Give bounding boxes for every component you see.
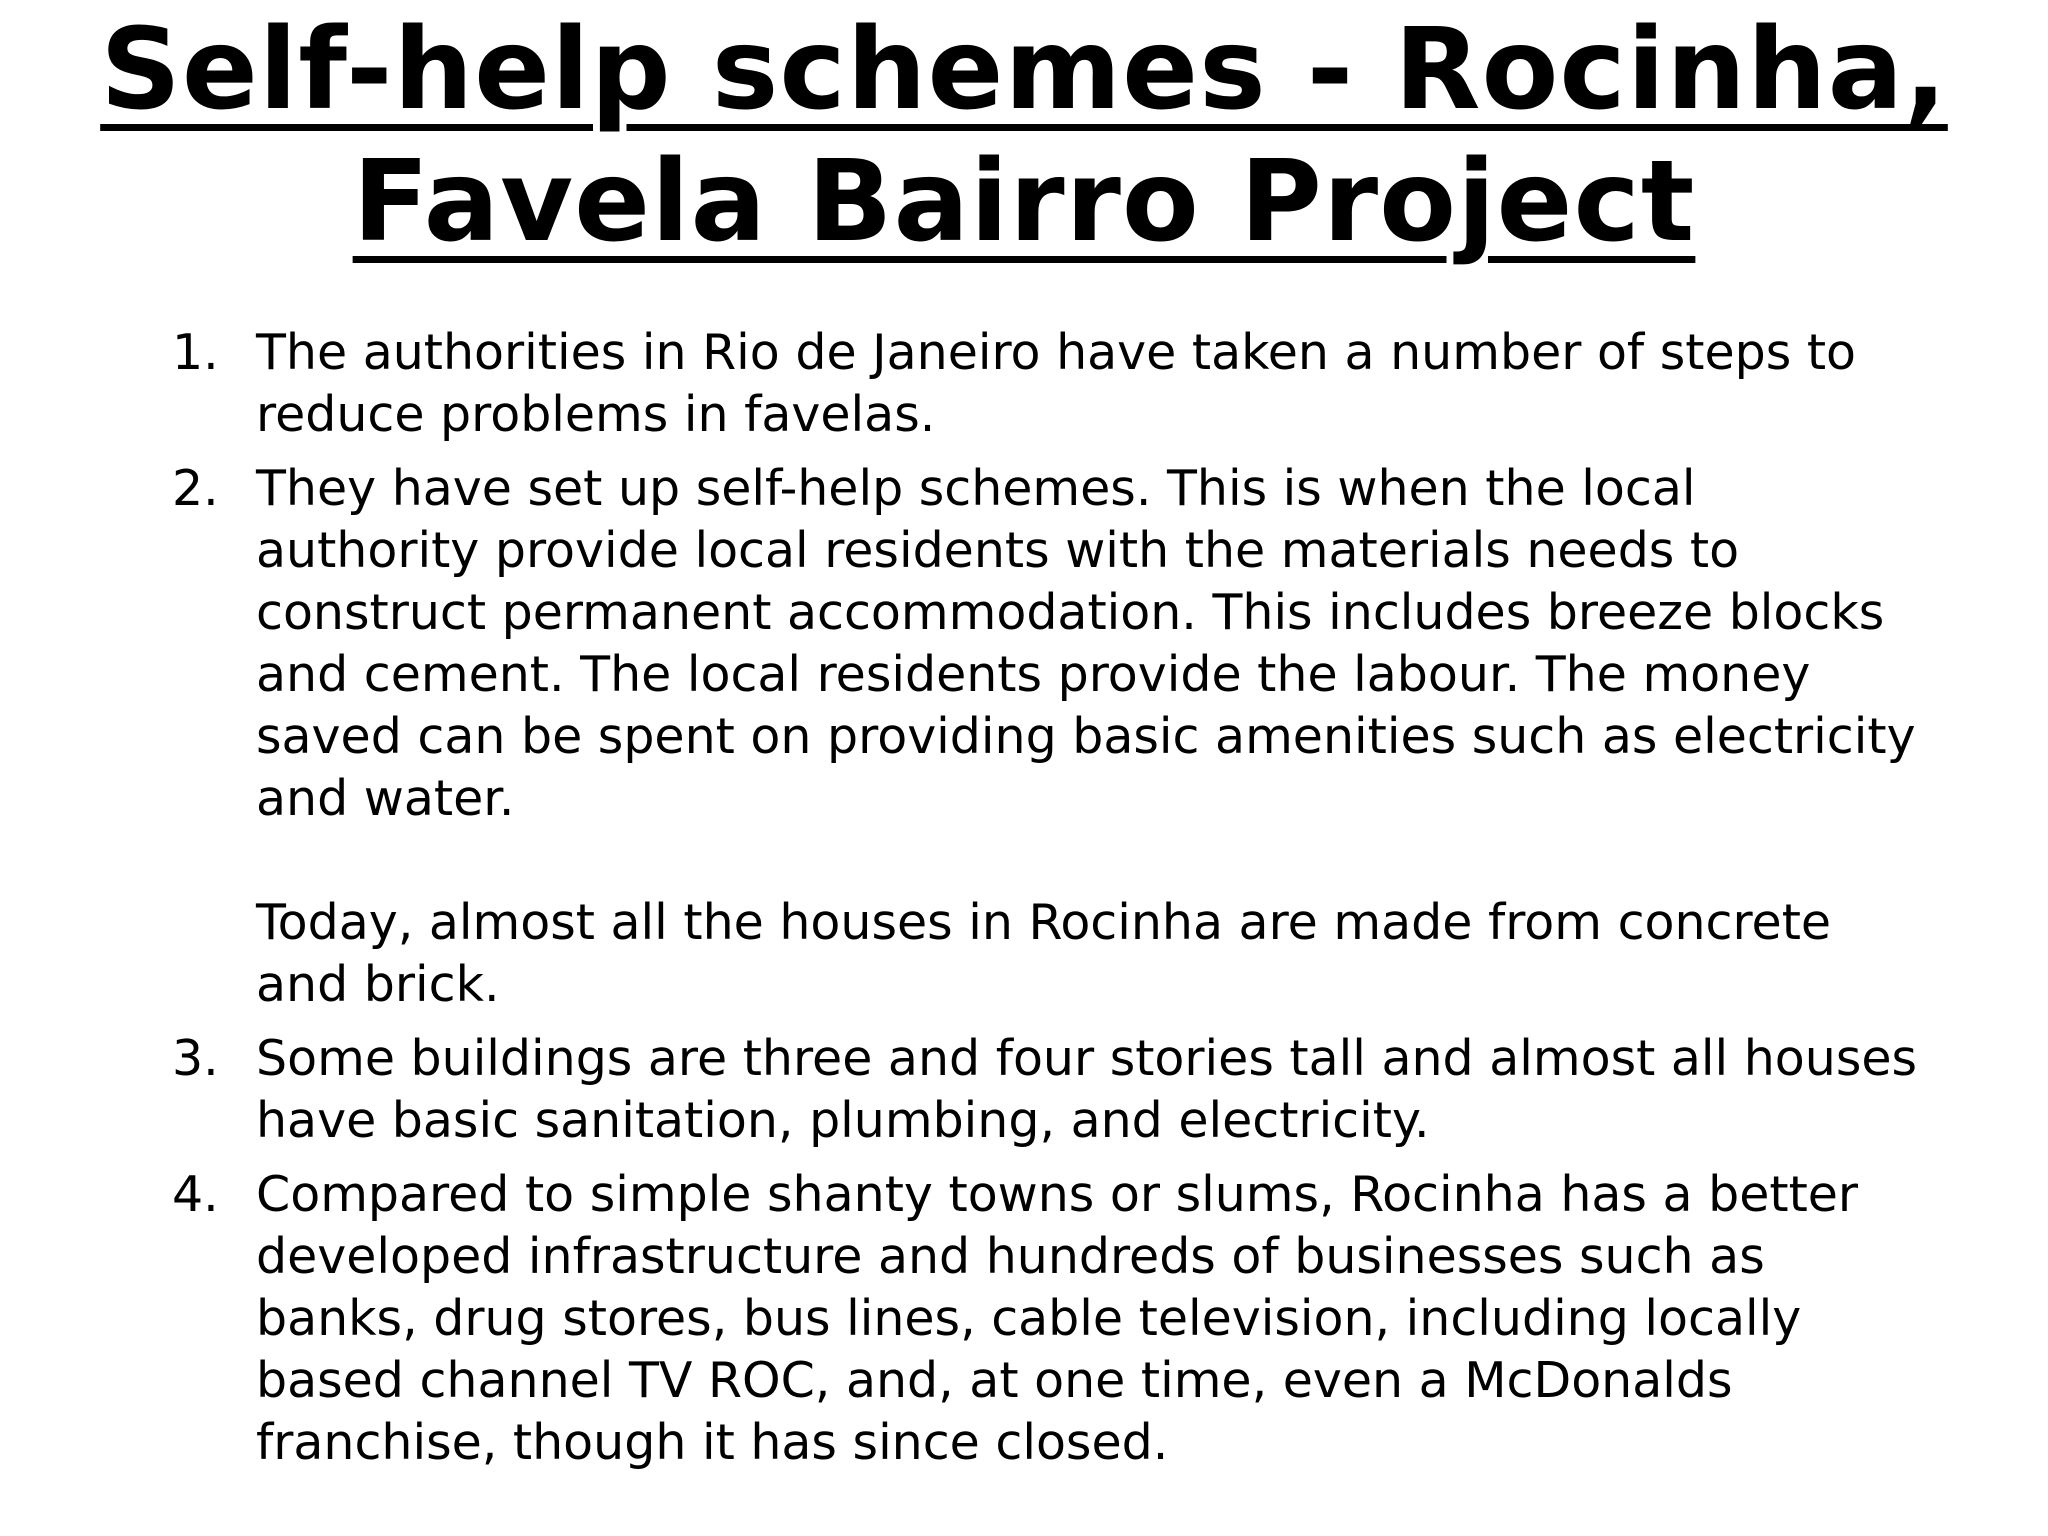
list-item-2: [172, 458, 1932, 1016]
list-item-number: 1.: [172, 324, 219, 381]
slide-title: [0, 4, 2048, 268]
list-item-1: [172, 322, 1932, 446]
title-line-2: Favela Bairro Project: [352, 137, 1696, 267]
title-line-1: Self-help schemes - Rocinha,: [100, 5, 1948, 135]
list-item-text: Some buildings are three and four stories tall and almost all houses have basic sanitation, plumbing, and electricity.: [256, 1030, 1918, 1149]
list-item-followup-text: Today, almost all the houses in Rocinha are made from concrete and brick.: [256, 894, 1832, 1013]
list-item-text: The authorities in Rio de Janeiro have taken a number of steps to reduce problems in favelas.: [256, 324, 1857, 443]
list-item-number: 2.: [172, 460, 219, 517]
list-item-3: [172, 1028, 1932, 1152]
list-item-4: [172, 1164, 1932, 1474]
list-item-text: They have set up self-help schemes. This is when the local authority provide local residents with the materials needs to construct permanent accommodation. This includes breeze blocks and cement. The local residents provide the labour. The money saved can be spent on providing basic amenities such as electricity and water.: [256, 460, 1916, 827]
list-item-number: 4.: [172, 1166, 219, 1223]
numbered-list: [172, 322, 1932, 1486]
list-item-text: Compared to simple shanty towns or slums, Rocinha has a better developed infrastructure and hundreds of businesses such as banks, drug stores, bus lines, cable television, including locally based channel TV ROC, and, at one time, even a McDonalds franchise, though it has since closed.: [256, 1166, 1859, 1471]
list-item-number: 3.: [172, 1030, 219, 1087]
